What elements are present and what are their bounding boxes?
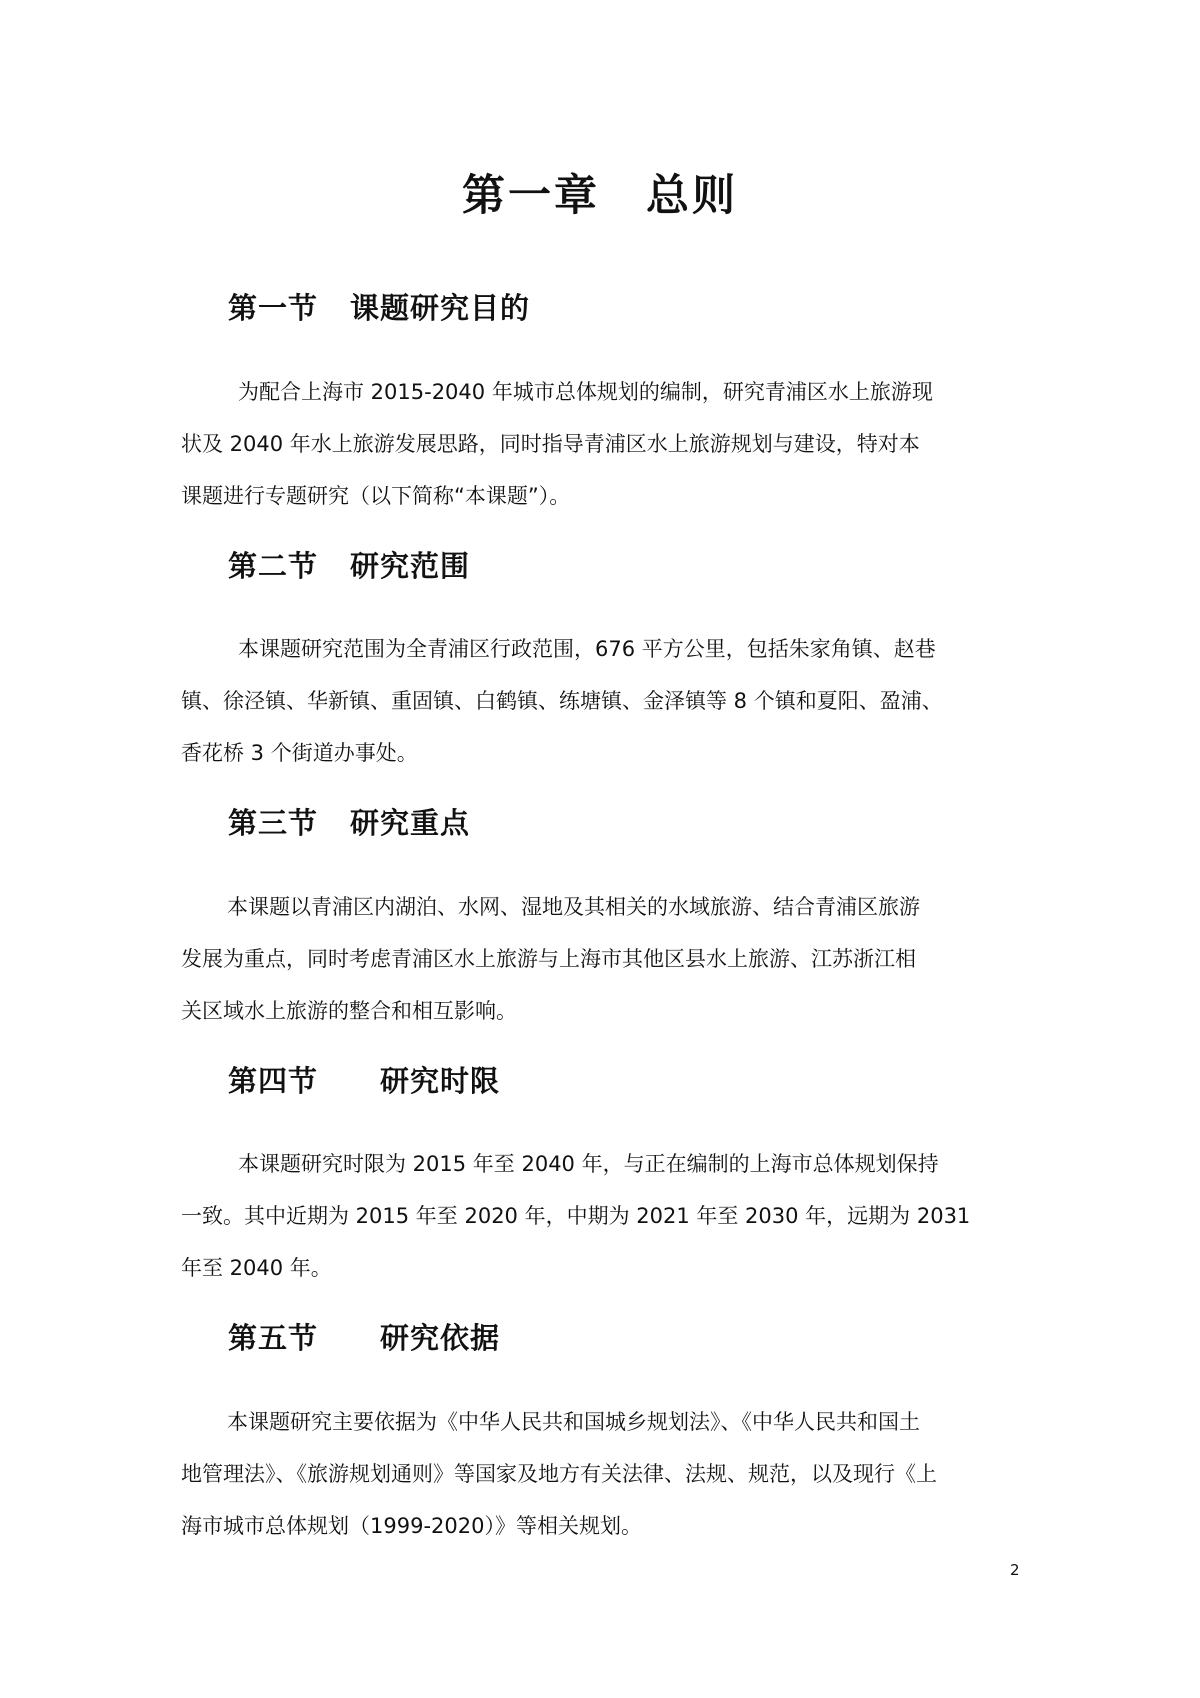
section-title: 研究依据 bbox=[380, 1321, 501, 1355]
paragraph-line: 年至 2040 年。 bbox=[181, 1256, 332, 1280]
section-number-label: 第一节 bbox=[228, 291, 319, 325]
section-heading-1 bbox=[228, 288, 530, 328]
section-heading-4 bbox=[228, 1061, 500, 1101]
section-paragraph-2 bbox=[181, 623, 1023, 779]
section-paragraph-3 bbox=[181, 881, 1023, 1037]
section-heading-3 bbox=[228, 803, 470, 843]
paragraph-line: 本课题以青浦区内湖泊、水网、湿地及其相关的水域旅游、结合青浦区旅游 bbox=[227, 895, 920, 919]
paragraph-line: 地管理法》、《旅游规划通则》等国家及地方有关法律、法规、规范，以及现行《上 bbox=[181, 1462, 937, 1486]
section-paragraph-5 bbox=[181, 1396, 1023, 1552]
paragraph-line: 镇、徐泾镇、华新镇、重固镇、白鹤镇、练塘镇、金泽镇等 8 个镇和夏阳、盈浦、 bbox=[181, 689, 943, 713]
section-heading-2 bbox=[228, 546, 470, 586]
chapter-title: 第一章 总则 bbox=[462, 171, 738, 221]
section-number-label: 第四节 bbox=[228, 1064, 319, 1098]
paragraph-line: 本课题研究时限为 2015 年至 2040 年，与正在编制的上海市总体规划保持 bbox=[238, 1152, 939, 1176]
paragraph-line: 一致。其中近期为 2015 年至 2020 年，中期为 2021 年至 2030 年，远期为 2031 bbox=[181, 1204, 971, 1228]
section-number-label: 第二节 bbox=[228, 549, 319, 583]
paragraph-line: 本课题研究范围为全青浦区行政范围，676 平方公里，包括朱家角镇、赵巷 bbox=[238, 637, 936, 661]
paragraph-line: 关区域水上旅游的整合和相互影响。 bbox=[181, 999, 517, 1023]
paragraph-line: 为配合上海市 2015-2040 年城市总体规划的编制，研究青浦区水上旅游现 bbox=[238, 380, 933, 404]
section-heading-5 bbox=[228, 1318, 500, 1358]
section-title: 课题研究目的 bbox=[350, 291, 531, 325]
paragraph-line: 本课题研究主要依据为《中华人民共和国城乡规划法》、《中华人民共和国土 bbox=[227, 1410, 920, 1434]
section-number-label: 第五节 bbox=[228, 1321, 319, 1355]
paragraph-line: 发展为重点，同时考虑青浦区水上旅游与上海市其他区县水上旅游、江苏浙江相 bbox=[181, 947, 916, 971]
paragraph-line: 课题进行专题研究（以下简称“本课题”）。 bbox=[181, 484, 571, 508]
section-paragraph-4 bbox=[181, 1138, 1023, 1294]
paragraph-line: 状及 2040 年水上旅游发展思路，同时指导青浦区水上旅游规划与建设，特对本 bbox=[181, 432, 920, 456]
section-title: 研究重点 bbox=[350, 806, 471, 840]
section-paragraph-1 bbox=[181, 366, 1023, 522]
paragraph-line: 海市城市总体规划（1999-2020）》等相关规划。 bbox=[181, 1514, 642, 1538]
section-number-label: 第三节 bbox=[228, 806, 319, 840]
paragraph-line: 香花桥 3 个街道办事处。 bbox=[181, 741, 418, 765]
page-number: 2 bbox=[1010, 1561, 1020, 1579]
section-title: 研究时限 bbox=[380, 1064, 501, 1098]
section-title: 研究范围 bbox=[350, 549, 471, 583]
